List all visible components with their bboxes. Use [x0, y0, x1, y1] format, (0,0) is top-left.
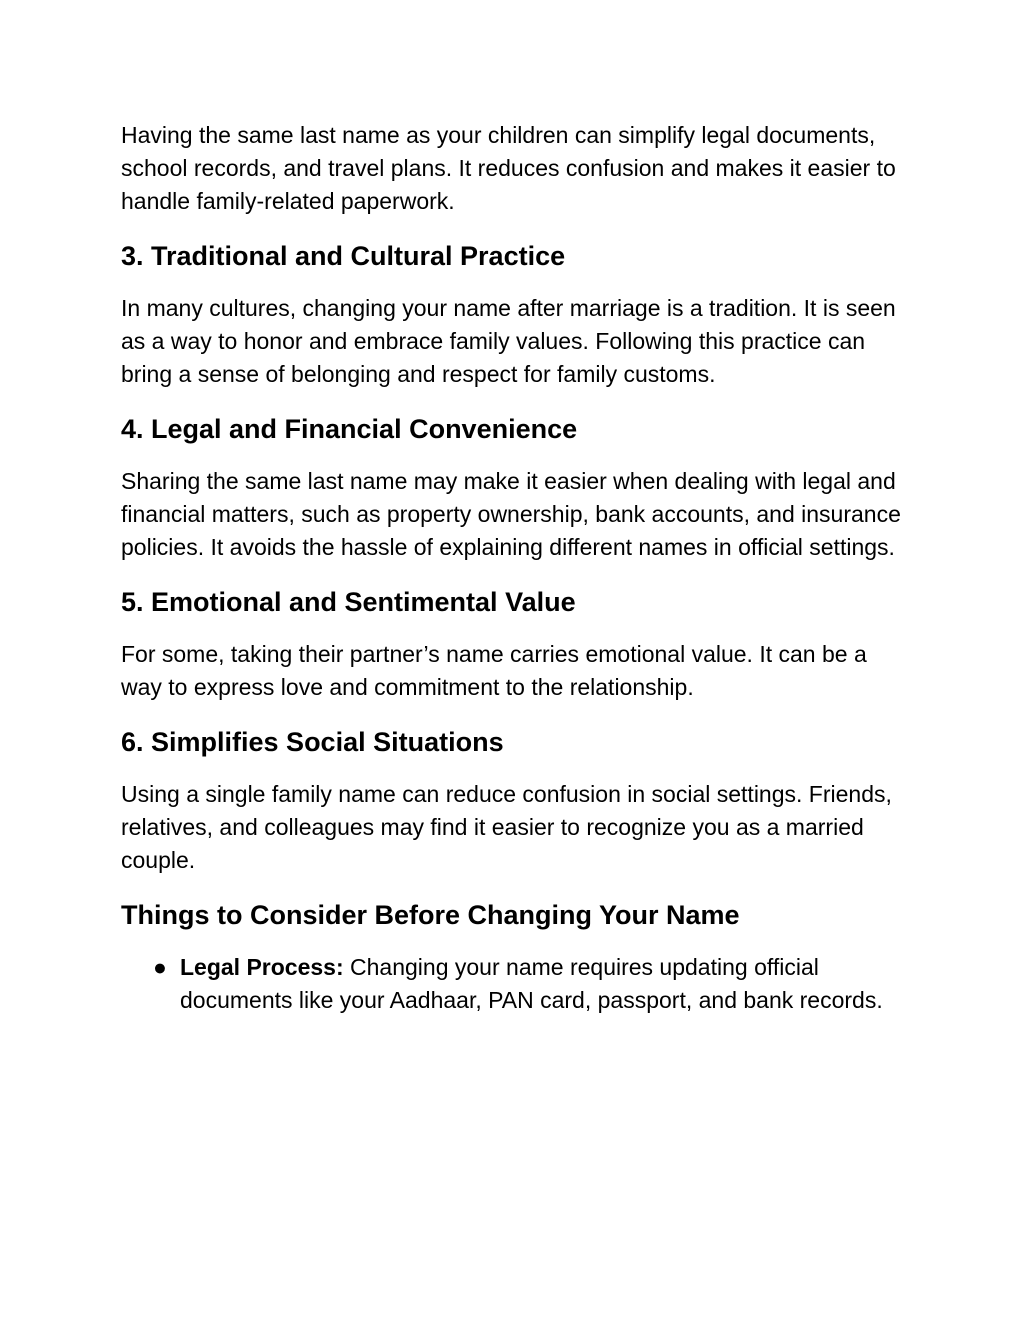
list-item [121, 951, 911, 1017]
section-paragraph-social-situations: Using a single family name can reduce confusion in social settings. Friends, relatives, and colleagues may find it easier to recognize you as a married couple. [121, 781, 892, 873]
considerations-heading: Things to Consider Before Changing Your Name [121, 900, 740, 930]
intro-paragraph: Having the same last name as your children can simplify legal documents, school records, and travel plans. It reduces confusion and makes it easier to handle family-related paperwork. [121, 122, 896, 214]
section-heading-legal-financial: 4. Legal and Financial Convenience [121, 414, 578, 444]
section-heading-social-situations: 6. Simplifies Social Situations [121, 727, 504, 757]
section-paragraph-legal-financial: Sharing the same last name may make it easier when dealing with legal and financial matters, such as property ownership, bank accounts, and insurance policies. It avoids the hassle of explaining different names in official settings. [121, 468, 901, 560]
document-page [121, 119, 911, 1017]
bullet-icon: ● [153, 954, 167, 980]
section-heading-traditional-cultural: 3. Traditional and Cultural Practice [121, 241, 566, 271]
considerations-list [121, 951, 911, 1017]
section-paragraph-emotional-sentimental: For some, taking their partner’s name carries emotional value. It can be a way to express love and commitment to the relationship. [121, 641, 867, 700]
section-paragraph-traditional-cultural: In many cultures, changing your name after marriage is a tradition. It is seen as a way to honor and embrace family values. Following this practice can bring a sense of belonging and respect for family customs. [121, 295, 896, 387]
section-heading-emotional-sentimental: 5. Emotional and Sentimental Value [121, 587, 576, 617]
list-item-text: Changing your name requires updating official documents like your Aadhaar, PAN card, passport, and bank records. [180, 954, 883, 1013]
list-item-term: Legal Process: [180, 954, 344, 980]
